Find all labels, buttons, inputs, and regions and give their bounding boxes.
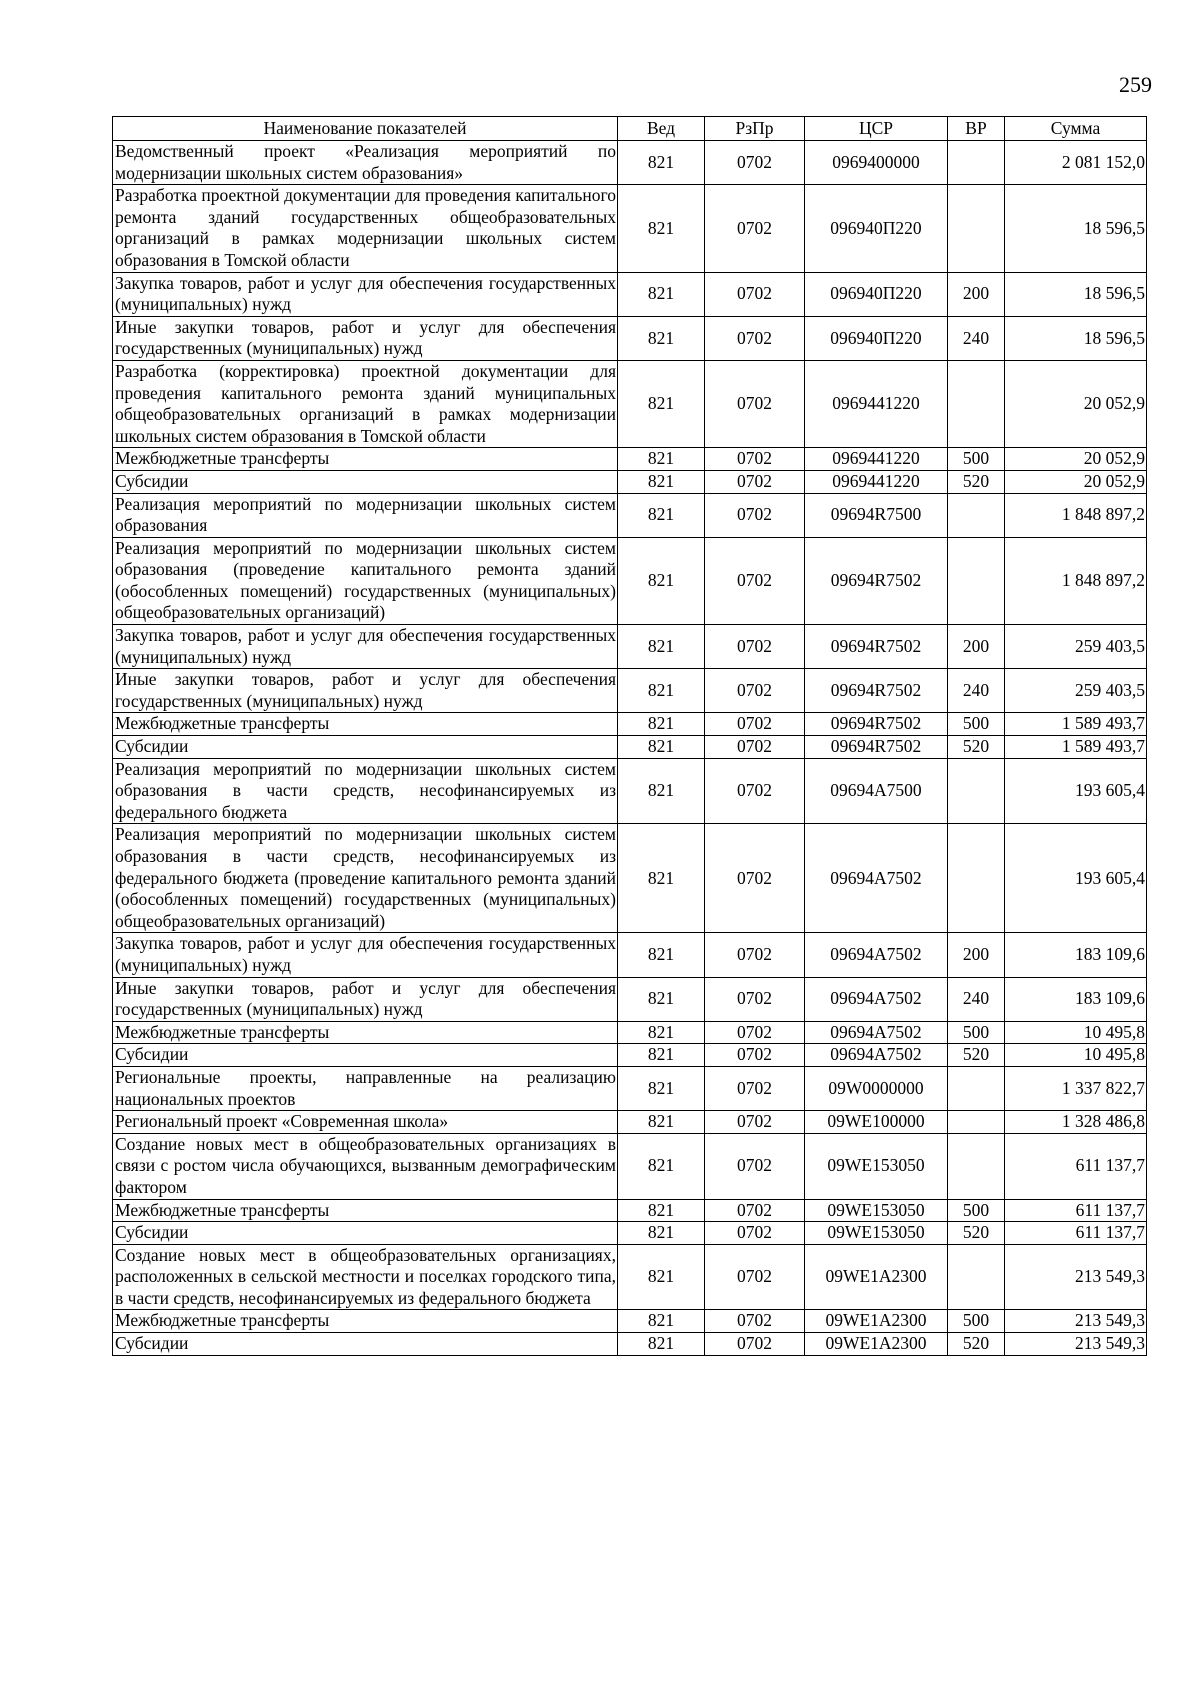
row-ved-cell: 821 [618, 736, 705, 759]
row-vr-cell: 240 [948, 669, 1005, 713]
row-csr-cell: 09WE153050 [805, 1222, 948, 1245]
row-rzpr-cell: 0702 [705, 1133, 805, 1199]
row-csr-cell: 0969400000 [805, 141, 948, 185]
row-vr-cell: 200 [948, 625, 1005, 669]
row-vr-cell: 500 [948, 1021, 1005, 1044]
row-name-cell: Региональные проекты, направленные на реализацию национальных проектов [113, 1066, 618, 1110]
row-sum-cell: 18 596,5 [1005, 272, 1147, 316]
row-name-cell: Иные закупки товаров, работ и услуг для обеспечения государственных (муниципальных) нужд [113, 669, 618, 713]
row-vr-cell: 520 [948, 470, 1005, 493]
row-name-cell: Ведомственный проект «Реализация мероприятий по модернизации школьных систем образования» [113, 141, 618, 185]
table-row [113, 933, 1147, 977]
row-rzpr-cell: 0702 [705, 1066, 805, 1110]
row-csr-cell: 09WE1A2300 [805, 1244, 948, 1310]
row-ved-cell: 821 [618, 360, 705, 447]
row-csr-cell: 09694А7502 [805, 1021, 948, 1044]
row-rzpr-cell: 0702 [705, 316, 805, 360]
row-vr-cell [948, 537, 1005, 624]
row-sum-cell: 193 605,4 [1005, 758, 1147, 824]
row-ved-cell: 821 [618, 713, 705, 736]
row-sum-cell: 20 052,9 [1005, 360, 1147, 447]
row-ved-cell: 821 [618, 1133, 705, 1199]
row-sum-cell: 20 052,9 [1005, 448, 1147, 471]
row-sum-cell: 193 605,4 [1005, 824, 1147, 933]
row-csr-cell: 09694А7502 [805, 824, 948, 933]
row-vr-cell [948, 493, 1005, 537]
row-ved-cell: 821 [618, 141, 705, 185]
table-row [113, 977, 1147, 1021]
row-vr-cell: 520 [948, 1222, 1005, 1245]
row-csr-cell: 09WE153050 [805, 1199, 948, 1222]
table-row [113, 1111, 1147, 1134]
row-rzpr-cell: 0702 [705, 185, 805, 272]
row-vr-cell: 500 [948, 448, 1005, 471]
row-ved-cell: 821 [618, 977, 705, 1021]
row-csr-cell: 096940П220 [805, 316, 948, 360]
row-name-cell: Субсидии [113, 1333, 618, 1356]
row-vr-cell [948, 758, 1005, 824]
row-rzpr-cell: 0702 [705, 1021, 805, 1044]
row-ved-cell: 821 [618, 470, 705, 493]
row-ved-cell: 821 [618, 1333, 705, 1356]
table-row [113, 1333, 1147, 1356]
row-name-cell: Реализация мероприятий по модернизации школьных систем образования в части средств, несофинансируемых из федерального бюджета [113, 758, 618, 824]
row-name-cell: Межбюджетные трансферты [113, 1199, 618, 1222]
table-row [113, 1066, 1147, 1110]
row-rzpr-cell: 0702 [705, 1244, 805, 1310]
table-row [113, 1222, 1147, 1245]
table-row [113, 493, 1147, 537]
row-rzpr-cell: 0702 [705, 977, 805, 1021]
row-name-cell: Межбюджетные трансферты [113, 448, 618, 471]
row-sum-cell: 183 109,6 [1005, 977, 1147, 1021]
row-name-cell: Иные закупки товаров, работ и услуг для обеспечения государственных (муниципальных) нужд [113, 316, 618, 360]
row-sum-cell: 183 109,6 [1005, 933, 1147, 977]
row-rzpr-cell: 0702 [705, 625, 805, 669]
row-sum-cell: 1 337 822,7 [1005, 1066, 1147, 1110]
row-vr-cell [948, 1244, 1005, 1310]
header-vr: ВР [948, 117, 1005, 141]
row-ved-cell: 821 [618, 537, 705, 624]
row-ved-cell: 821 [618, 625, 705, 669]
row-vr-cell [948, 824, 1005, 933]
row-rzpr-cell: 0702 [705, 736, 805, 759]
row-ved-cell: 821 [618, 448, 705, 471]
row-sum-cell: 1 589 493,7 [1005, 713, 1147, 736]
row-name-cell: Региональный проект «Современная школа» [113, 1111, 618, 1134]
row-name-cell: Создание новых мест в общеобразовательных организациях в связи с ростом числа обучающихся, вызванным демографическим фактором [113, 1133, 618, 1199]
row-ved-cell: 821 [618, 824, 705, 933]
table-row [113, 141, 1147, 185]
table-row [113, 1310, 1147, 1333]
row-vr-cell: 240 [948, 977, 1005, 1021]
row-vr-cell [948, 141, 1005, 185]
row-csr-cell: 0969441220 [805, 470, 948, 493]
page-number: 259 [1119, 72, 1152, 97]
row-name-cell: Субсидии [113, 1044, 618, 1067]
row-ved-cell: 821 [618, 1310, 705, 1333]
row-sum-cell: 611 137,7 [1005, 1133, 1147, 1199]
row-sum-cell: 213 549,3 [1005, 1333, 1147, 1356]
row-sum-cell: 259 403,5 [1005, 625, 1147, 669]
table-row [113, 736, 1147, 759]
row-sum-cell: 10 495,8 [1005, 1044, 1147, 1067]
row-ved-cell: 821 [618, 1044, 705, 1067]
row-rzpr-cell: 0702 [705, 1310, 805, 1333]
row-vr-cell: 240 [948, 316, 1005, 360]
row-vr-cell: 500 [948, 1310, 1005, 1333]
row-csr-cell: 09694А7502 [805, 933, 948, 977]
row-ved-cell: 821 [618, 669, 705, 713]
row-ved-cell: 821 [618, 316, 705, 360]
row-rzpr-cell: 0702 [705, 933, 805, 977]
row-rzpr-cell: 0702 [705, 537, 805, 624]
row-sum-cell: 2 081 152,0 [1005, 141, 1147, 185]
row-rzpr-cell: 0702 [705, 141, 805, 185]
row-rzpr-cell: 0702 [705, 1111, 805, 1134]
header-name: Наименование показателей [113, 117, 618, 141]
row-ved-cell: 821 [618, 1199, 705, 1222]
header-csr: ЦСР [805, 117, 948, 141]
row-ved-cell: 821 [618, 933, 705, 977]
table-row [113, 360, 1147, 447]
row-vr-cell: 520 [948, 736, 1005, 759]
row-rzpr-cell: 0702 [705, 470, 805, 493]
row-rzpr-cell: 0702 [705, 272, 805, 316]
row-name-cell: Межбюджетные трансферты [113, 1021, 618, 1044]
row-rzpr-cell: 0702 [705, 669, 805, 713]
table-row [113, 1244, 1147, 1310]
row-sum-cell: 1 848 897,2 [1005, 537, 1147, 624]
row-vr-cell [948, 1066, 1005, 1110]
row-name-cell: Субсидии [113, 1222, 618, 1245]
row-ved-cell: 821 [618, 185, 705, 272]
row-csr-cell: 09WE153050 [805, 1133, 948, 1199]
row-rzpr-cell: 0702 [705, 360, 805, 447]
row-name-cell: Разработка (корректировка) проектной документации для проведения капитального ремонта зданий муниципальных общеобразовательных организаций в рамках модернизации школьных систем образования в Томской области [113, 360, 618, 447]
table-row [113, 272, 1147, 316]
header-sum: Сумма [1005, 117, 1147, 141]
row-vr-cell: 500 [948, 1199, 1005, 1222]
row-csr-cell: 09694R7502 [805, 669, 948, 713]
table-row [113, 669, 1147, 713]
row-csr-cell: 09694А7502 [805, 1044, 948, 1067]
row-csr-cell: 096940П220 [805, 272, 948, 316]
table-row [113, 1199, 1147, 1222]
row-name-cell: Иные закупки товаров, работ и услуг для обеспечения государственных (муниципальных) нужд [113, 977, 618, 1021]
row-ved-cell: 821 [618, 1066, 705, 1110]
row-sum-cell: 20 052,9 [1005, 470, 1147, 493]
row-vr-cell [948, 1133, 1005, 1199]
row-csr-cell: 0969441220 [805, 360, 948, 447]
row-ved-cell: 821 [618, 758, 705, 824]
row-name-cell: Субсидии [113, 470, 618, 493]
row-vr-cell: 520 [948, 1044, 1005, 1067]
row-sum-cell: 1 848 897,2 [1005, 493, 1147, 537]
row-ved-cell: 821 [618, 493, 705, 537]
table-row [113, 1021, 1147, 1044]
row-rzpr-cell: 0702 [705, 448, 805, 471]
row-name-cell: Реализация мероприятий по модернизации школьных систем образования (проведение капитального ремонта зданий (обособленных помещений) государственных (муниципальных) общеобразовательных организаций) [113, 537, 618, 624]
row-vr-cell: 200 [948, 933, 1005, 977]
row-csr-cell: 09WE1A2300 [805, 1333, 948, 1356]
row-ved-cell: 821 [618, 1222, 705, 1245]
row-name-cell: Создание новых мест в общеобразовательных организациях, расположенных в сельской местности и поселках городского типа, в части средств, несофинансируемых из федерального бюджета [113, 1244, 618, 1310]
row-ved-cell: 821 [618, 272, 705, 316]
row-ved-cell: 821 [618, 1021, 705, 1044]
row-name-cell: Разработка проектной документации для проведения капитального ремонта зданий государственных общеобразовательных организаций в рамках модернизации школьных систем образования в Томской области [113, 185, 618, 272]
row-name-cell: Субсидии [113, 736, 618, 759]
row-name-cell: Закупка товаров, работ и услуг для обеспечения государственных (муниципальных) нужд [113, 625, 618, 669]
row-sum-cell: 611 137,7 [1005, 1222, 1147, 1245]
row-sum-cell: 213 549,3 [1005, 1244, 1147, 1310]
row-csr-cell: 09694R7502 [805, 736, 948, 759]
row-rzpr-cell: 0702 [705, 1199, 805, 1222]
table-row [113, 448, 1147, 471]
table-row [113, 758, 1147, 824]
row-csr-cell: 09694А7500 [805, 758, 948, 824]
row-ved-cell: 821 [618, 1244, 705, 1310]
row-sum-cell: 611 137,7 [1005, 1199, 1147, 1222]
row-vr-cell: 500 [948, 713, 1005, 736]
row-csr-cell: 0969441220 [805, 448, 948, 471]
table-header-row [113, 117, 1147, 141]
row-sum-cell: 18 596,5 [1005, 316, 1147, 360]
row-csr-cell: 09694А7502 [805, 977, 948, 1021]
row-sum-cell: 213 549,3 [1005, 1310, 1147, 1333]
row-name-cell: Межбюджетные трансферты [113, 713, 618, 736]
row-csr-cell: 09694R7500 [805, 493, 948, 537]
row-sum-cell: 259 403,5 [1005, 669, 1147, 713]
table-row [113, 537, 1147, 624]
row-rzpr-cell: 0702 [705, 713, 805, 736]
row-csr-cell: 09W0000000 [805, 1066, 948, 1110]
row-name-cell: Закупка товаров, работ и услуг для обеспечения государственных (муниципальных) нужд [113, 933, 618, 977]
table-body [113, 141, 1147, 1356]
row-ved-cell: 821 [618, 1111, 705, 1134]
row-vr-cell: 200 [948, 272, 1005, 316]
row-sum-cell: 1 328 486,8 [1005, 1111, 1147, 1134]
table-row [113, 824, 1147, 933]
row-csr-cell: 096940П220 [805, 185, 948, 272]
table-row [113, 625, 1147, 669]
header-ved: Вед [618, 117, 705, 141]
row-csr-cell: 09WE100000 [805, 1111, 948, 1134]
row-rzpr-cell: 0702 [705, 1333, 805, 1356]
table-row [113, 316, 1147, 360]
row-name-cell: Закупка товаров, работ и услуг для обеспечения государственных (муниципальных) нужд [113, 272, 618, 316]
row-sum-cell: 10 495,8 [1005, 1021, 1147, 1044]
row-csr-cell: 09WE1A2300 [805, 1310, 948, 1333]
row-sum-cell: 18 596,5 [1005, 185, 1147, 272]
row-csr-cell: 09694R7502 [805, 537, 948, 624]
table-row [113, 1133, 1147, 1199]
row-name-cell: Реализация мероприятий по модернизации школьных систем образования [113, 493, 618, 537]
row-csr-cell: 09694R7502 [805, 625, 948, 669]
row-rzpr-cell: 0702 [705, 493, 805, 537]
row-vr-cell [948, 360, 1005, 447]
row-sum-cell: 1 589 493,7 [1005, 736, 1147, 759]
header-rzpr: РзПр [705, 117, 805, 141]
row-rzpr-cell: 0702 [705, 758, 805, 824]
row-rzpr-cell: 0702 [705, 824, 805, 933]
table-row [113, 185, 1147, 272]
row-name-cell: Межбюджетные трансферты [113, 1310, 618, 1333]
row-rzpr-cell: 0702 [705, 1222, 805, 1245]
budget-table [112, 116, 1147, 1356]
table-row [113, 470, 1147, 493]
row-vr-cell: 520 [948, 1333, 1005, 1356]
row-vr-cell [948, 1111, 1005, 1134]
row-rzpr-cell: 0702 [705, 1044, 805, 1067]
table-row [113, 713, 1147, 736]
row-csr-cell: 09694R7502 [805, 713, 948, 736]
table-row [113, 1044, 1147, 1067]
row-name-cell: Реализация мероприятий по модернизации школьных систем образования в части средств, несофинансируемых из федерального бюджета (проведение капитального ремонта зданий (обособленных помещений) государственных (муниципальных) общеобразовательных организаций) [113, 824, 618, 933]
row-vr-cell [948, 185, 1005, 272]
